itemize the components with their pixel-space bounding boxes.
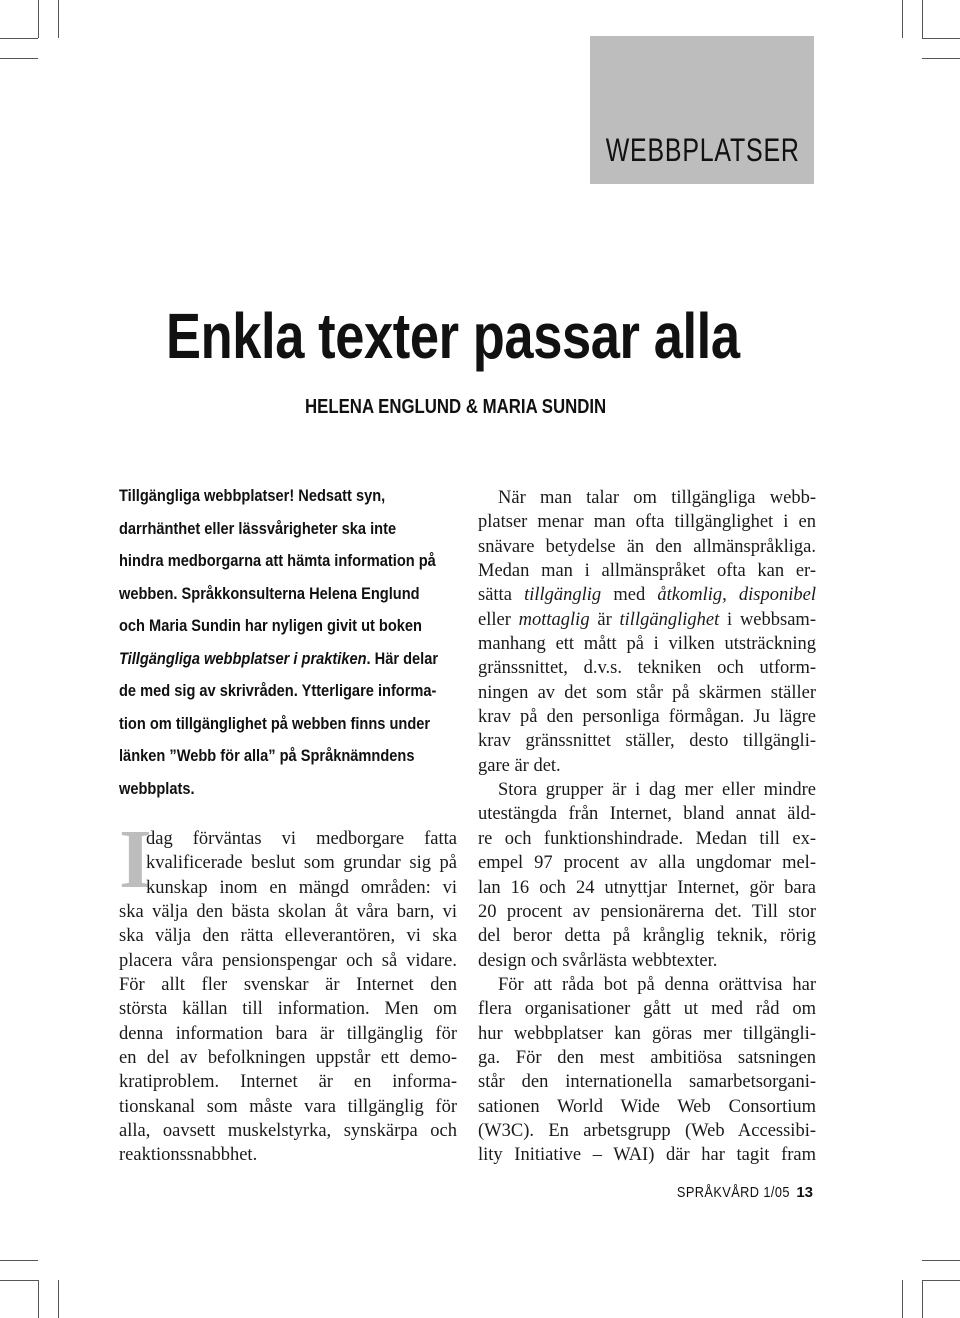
crop-mark: [922, 38, 960, 39]
body-emphasis: mottaglig: [518, 609, 590, 630]
body-line: dag förväntas vi medborgare fatta: [146, 829, 457, 849]
body-line: gränssnittet, d.v.s. tekniken och utform-: [478, 658, 816, 679]
body-text: eller: [478, 609, 519, 630]
body-line: Medan man i allmänspråket ofta kan er-: [478, 561, 816, 582]
article-authors: HELENA ENGLUND & MARIA SUNDIN: [305, 396, 607, 418]
body-line: manhang ett mått på i vilken utsträckning: [478, 634, 816, 655]
body-line: För att råda bot på denna orättvisa har: [498, 974, 816, 995]
body-line: hur webbplatser kan göras mer tillgängli-: [478, 1023, 816, 1044]
body-line: ningen av det som står på skärmen ställer: [478, 682, 816, 703]
crop-mark: [38, 0, 39, 38]
body-line: del beror detta på krånglig teknik, rörig: [478, 926, 816, 947]
ingress-line: Tillgängliga webbplatser! Nedsatt syn,: [119, 486, 386, 505]
ingress-line: darrhänthet eller lässvårigheter ska inte: [119, 518, 397, 538]
article-ingress: [119, 480, 479, 805]
crop-mark: [922, 1280, 923, 1318]
body-line: För allt fler svenskar är Internet den: [119, 975, 457, 996]
body-emphasis: åtkomlig, disponibel: [657, 585, 816, 606]
body-line: alla, oavsett muskelstyrka, synskärpa och: [119, 1121, 457, 1142]
ingress-line: tion om tillgänglighet på webben finns under: [119, 713, 431, 733]
crop-mark: [58, 1280, 59, 1318]
body-column-left: [119, 813, 457, 1168]
body-line: kvalificerade beslut som grundar sig på: [146, 853, 457, 874]
body-line: krav på den personliga förmågan. Ju lägre: [478, 707, 816, 728]
body-line: en del av befolkningen uppstår ett demo-: [119, 1048, 457, 1069]
body-emphasis: tillgänglig: [524, 585, 602, 606]
body-line: 20 procent av pensionärerna det. Till stor: [478, 901, 816, 922]
page-number: 13: [796, 1184, 813, 1201]
book-title: Tillgängliga webbplatser i praktiken: [119, 648, 367, 668]
body-line: När man talar om tillgängliga webb-: [498, 488, 816, 508]
body-line: gare är det.: [478, 755, 561, 776]
section-label: WEBBPLATSER: [606, 132, 800, 168]
body-line: re och funktionshindrade. Medan till ex-: [478, 828, 816, 849]
body-line: denna information bara är tillgänglig för: [119, 1023, 457, 1044]
crop-mark: [922, 1280, 960, 1281]
body-line: [478, 608, 816, 632]
ingress-line: webben. Språkkonsulterna Helena Englund: [119, 583, 420, 603]
crop-mark: [922, 0, 923, 38]
crop-mark: [58, 0, 59, 38]
body-line: flera organisationer gått ut med råd om: [478, 999, 816, 1020]
body-line: krav gränssnittet ställer, desto tillgängli-: [478, 731, 816, 752]
body-line: Stora grupper är i dag mer eller mindre: [498, 780, 816, 801]
crop-mark: [0, 1280, 38, 1281]
body-text: med: [601, 585, 658, 606]
body-line: ska välja den bästa skolan åt våra barn, vi: [119, 902, 457, 923]
page-footer: [657, 1184, 813, 1201]
body-line: sationen World Wide Web Consortium: [478, 1096, 816, 1117]
body-text: sätta: [478, 585, 525, 606]
crop-mark: [38, 1280, 39, 1318]
ingress-line: [119, 643, 439, 676]
crop-mark: [902, 0, 903, 38]
crop-mark: [0, 38, 38, 39]
body-line: snävare betydelse än den allmänspråkliga.: [478, 536, 816, 557]
crop-mark: [0, 1260, 38, 1261]
body-line: design och svårlästa webbtexter.: [478, 950, 718, 971]
section-header-box: [590, 36, 814, 184]
ingress-line: de med sig av skrivråden. Ytterligare informa-: [119, 681, 437, 700]
crop-mark: [902, 1280, 903, 1318]
body-emphasis: tillgänglighet: [619, 609, 720, 630]
body-line: platser menar man ofta tillgänglighet i en: [478, 512, 816, 533]
ingress-text: . Här delar: [366, 648, 439, 668]
body-line: lity Initiative – WAI) där har tagit fram: [478, 1145, 816, 1166]
ingress-line: hindra medborgarna att hämta information på: [119, 551, 436, 570]
crop-mark: [922, 1260, 960, 1261]
body-line: (W3C). En arbetsgrupp (Web Accessibi-: [478, 1120, 816, 1141]
ingress-line: och Maria Sundin har nyligen givit ut boken: [119, 616, 422, 635]
body-line: empel 97 procent av alla ungdomar mel-: [478, 853, 816, 874]
body-line: [478, 583, 816, 607]
body-column-right: [478, 486, 816, 1168]
crop-mark: [922, 58, 960, 59]
crop-mark: [0, 58, 38, 59]
body-line: står den internationella samarbetsorgani-: [478, 1072, 816, 1093]
body-line: reaktionssnabbhet.: [119, 1145, 258, 1166]
drop-cap: I: [119, 813, 152, 906]
body-line: tionskanal som måste vara tillgänglig för: [119, 1096, 457, 1117]
body-line: största källan till information. Men om: [119, 999, 457, 1020]
body-line: placera våra pensionspengar och så vidare.: [119, 950, 457, 971]
body-line: kratiproblem. Internet är en informa-: [119, 1072, 457, 1093]
ingress-line: länken ”Webb för alla” på Språknämndens: [119, 746, 415, 765]
ingress-line: webbplats.: [119, 778, 195, 798]
journal-name: SPRÅKVÅRD 1/05: [677, 1184, 791, 1201]
body-line: lan 16 och 24 utnyttjar Internet, gör bara: [478, 877, 816, 898]
body-text: i webbsam-: [719, 609, 816, 630]
body-line: kunskap inom en mängd områden: vi: [146, 877, 457, 898]
article-title: Enkla texter passar alla: [166, 300, 740, 372]
body-line: utestängda från Internet, bland annat äld-: [478, 804, 816, 825]
body-line: ska välja den rätta elleverantören, vi ska: [119, 926, 457, 947]
body-line: ga. För den mest ambitiösa satsningen: [478, 1047, 816, 1068]
body-text: är: [589, 609, 620, 630]
